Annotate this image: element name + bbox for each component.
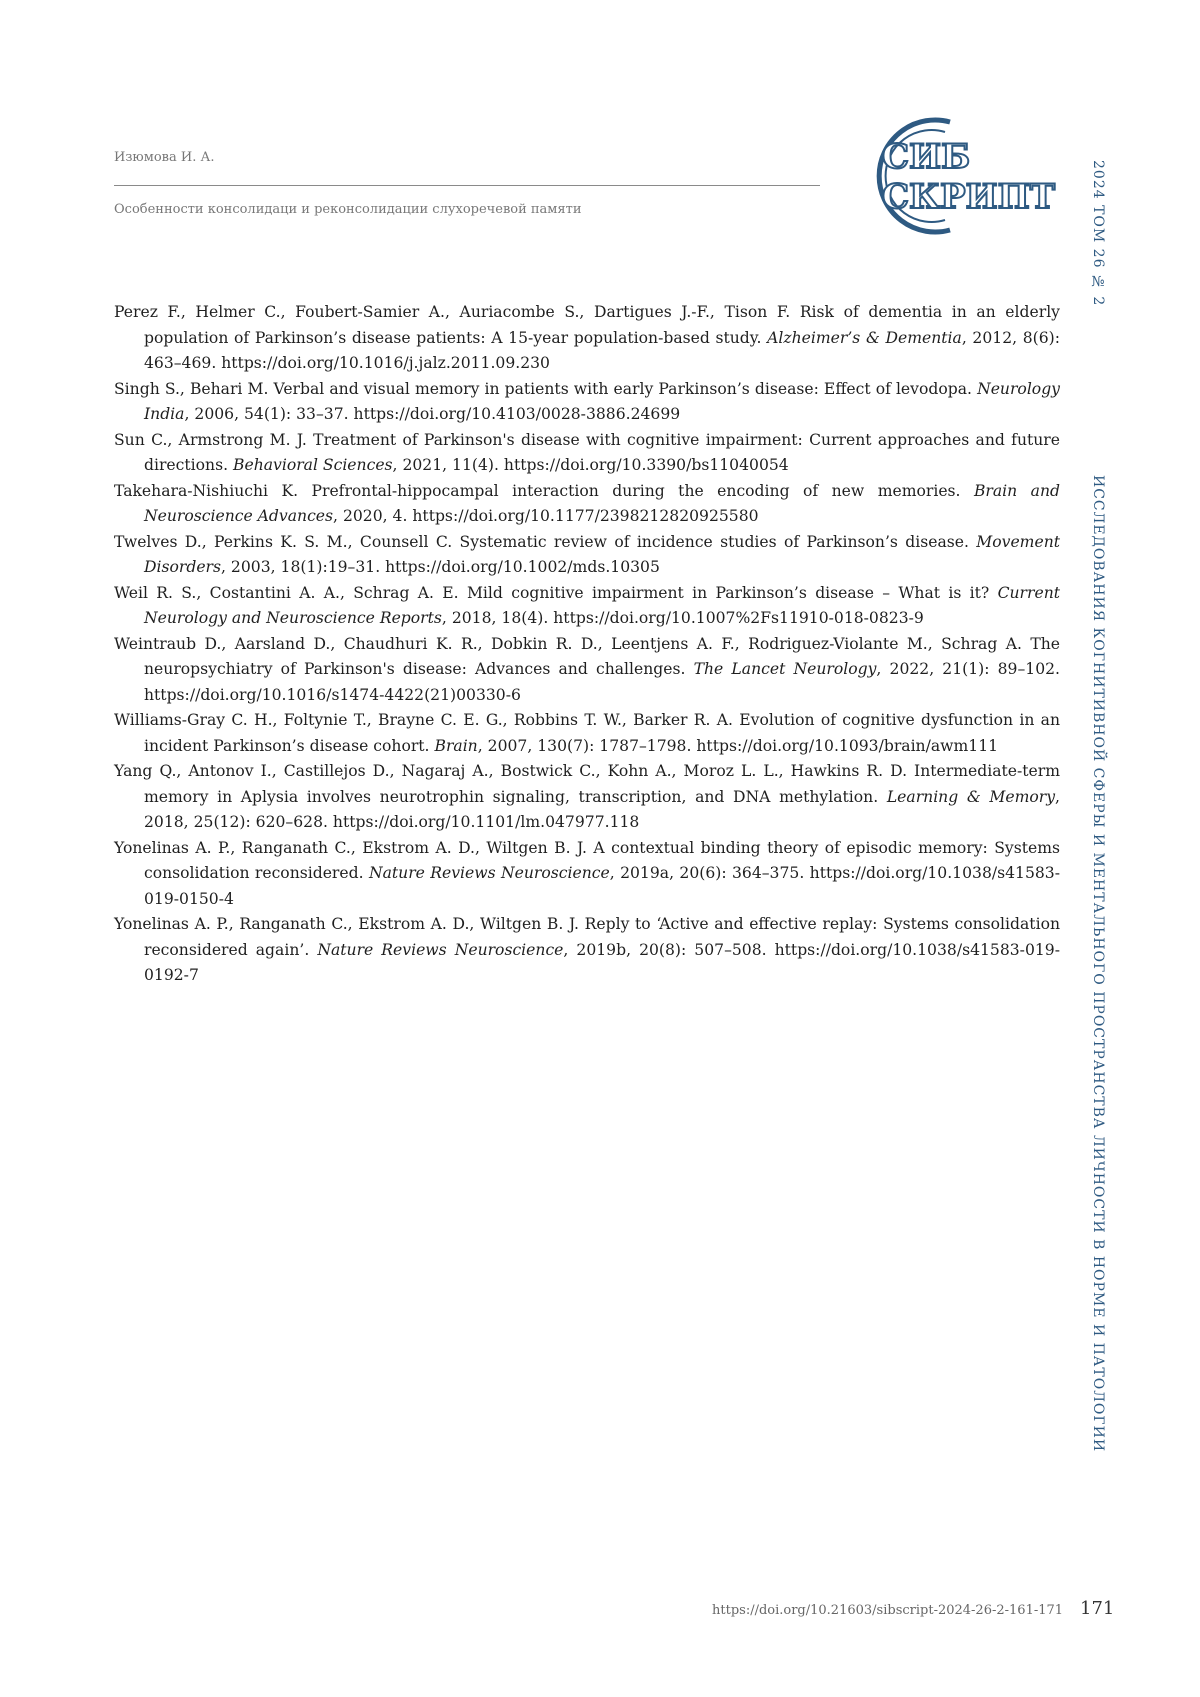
running-header	[114, 150, 820, 217]
header-divider	[114, 185, 820, 186]
reference-item: Takehara-Nishiuchi K. Prefrontal-hippocampal interaction during the encoding of new memories. Brain and Neuroscience Advances, 2020, 4. https://doi.org/10.1177/2398212820925580	[114, 481, 1060, 525]
journal-logo	[832, 108, 1062, 243]
running-header-author: Изюмова И. А.	[114, 150, 215, 165]
reference-item: Yonelinas A. P., Ranganath C., Ekstrom A. D., Wiltgen B. J. Reply to ‘Active and effective replay: Systems consolidation reconsidered again’. Nature Reviews Neuroscience, 2019b, 20(8): 507–508. https://doi.org/10.1038/s41583-019-0192-7	[114, 915, 1060, 984]
reference-item: Perez F., Helmer C., Foubert-Samier A., Auriacombe S., Dartigues J.-F., Tison F. Risk of dementia in an elderly population of Parkinson’s disease patients: A 15-year population-based study. Alzheimer’s & Dementia, 2012, 8(6): 463–469. https://doi.org/10.1016/j.jalz.2011.09.230	[114, 303, 1060, 372]
reference-item: Weil R. S., Costantini A. A., Schrag A. E. Mild cognitive impairment in Parkinson’s disease – What is it? Current Neurology and Neuroscience Reports, 2018, 18(4). https://doi.org/10.1007%2Fs11910-018-0823-9	[114, 583, 1060, 627]
journal-issue-label: 2024 ТОМ 26 № 2	[1090, 160, 1106, 307]
logo-line1: СИБ	[882, 137, 971, 177]
reference-item: Weintraub D., Aarsland D., Chaudhuri K. R., Dobkin R. D., Leentjens A. F., Rodriguez-Violante M., Schrag A. The neuropsychiatry of Parkinson's disease: Advances and challenges. The Lancet Neurology, 2022, 21(1): 89–102. https://doi.org/10.1016/s1474-4422(21)00330-6	[114, 634, 1060, 704]
logo-line2: СКРИПТ	[882, 177, 1056, 217]
footer-doi-link[interactable]: https://doi.org/10.21603/sibscript-2024-26-2-161-171	[712, 1603, 1064, 1618]
reference-item: Williams-Gray C. H., Foltynie T., Brayne C. E. G., Robbins T. W., Barker R. A. Evolution of cognitive dysfunction in an incident Parkinson’s disease cohort. Brain, 2007, 130(7): 1787–1798. https://doi.org/10.1093/brain/awm111	[114, 711, 1060, 755]
reference-list	[114, 300, 1060, 989]
reference-item: Singh S., Behari M. Verbal and visual memory in patients with early Parkinson’s disease: Effect of levodopa. Neurology India, 2006, 54(1): 33–37. https://doi.org/10.4103/0028-3886.24699	[114, 379, 1060, 423]
journal-section-title: ИССЛЕДОВАНИЯ КОГНИТИВНОЙ СФЕРЫ И МЕНТАЛЬНОГО ПРОСТРАНСТВА ЛИЧНОСТИ В НОРМЕ И ПАТОЛОГИИ	[1090, 475, 1106, 1453]
running-header-title: Особенности консолидаци и реконсолидации слухоречевой памяти	[114, 202, 582, 217]
reference-item: Yonelinas A. P., Ranganath C., Ekstrom A. D., Wiltgen B. J. A contextual binding theory of episodic memory: Systems consolidation reconsidered. Nature Reviews Neuroscience, 2019a, 20(6): 364–375. https://doi.org/10.1038/s41583-019-0150-4	[114, 838, 1060, 908]
reference-item: Yang Q., Antonov I., Castillejos D., Nagaraj A., Bostwick C., Kohn A., Moroz L. L., Hawkins R. D. Intermediate-term memory in Aplysia involves neurotrophin signaling, transcription, and DNA methylation. Learning & Memory, 2018, 25(12): 620–628. https://doi.org/10.1101/lm.047977.118	[114, 762, 1060, 831]
page-number: 171	[1080, 1598, 1115, 1619]
reference-item: Sun C., Armstrong M. J. Treatment of Parkinson's disease with cognitive impairment: Current approaches and future directions. Behavioral Sciences, 2021, 11(4). https://doi.org/10.3390/bs11040054	[114, 430, 1060, 474]
reference-item: Twelves D., Perkins K. S. M., Counsell C. Systematic review of incidence studies of Parkinson’s disease. Movement Disorders, 2003, 18(1):19–31. https://doi.org/10.1002/mds.10305	[114, 532, 1060, 576]
